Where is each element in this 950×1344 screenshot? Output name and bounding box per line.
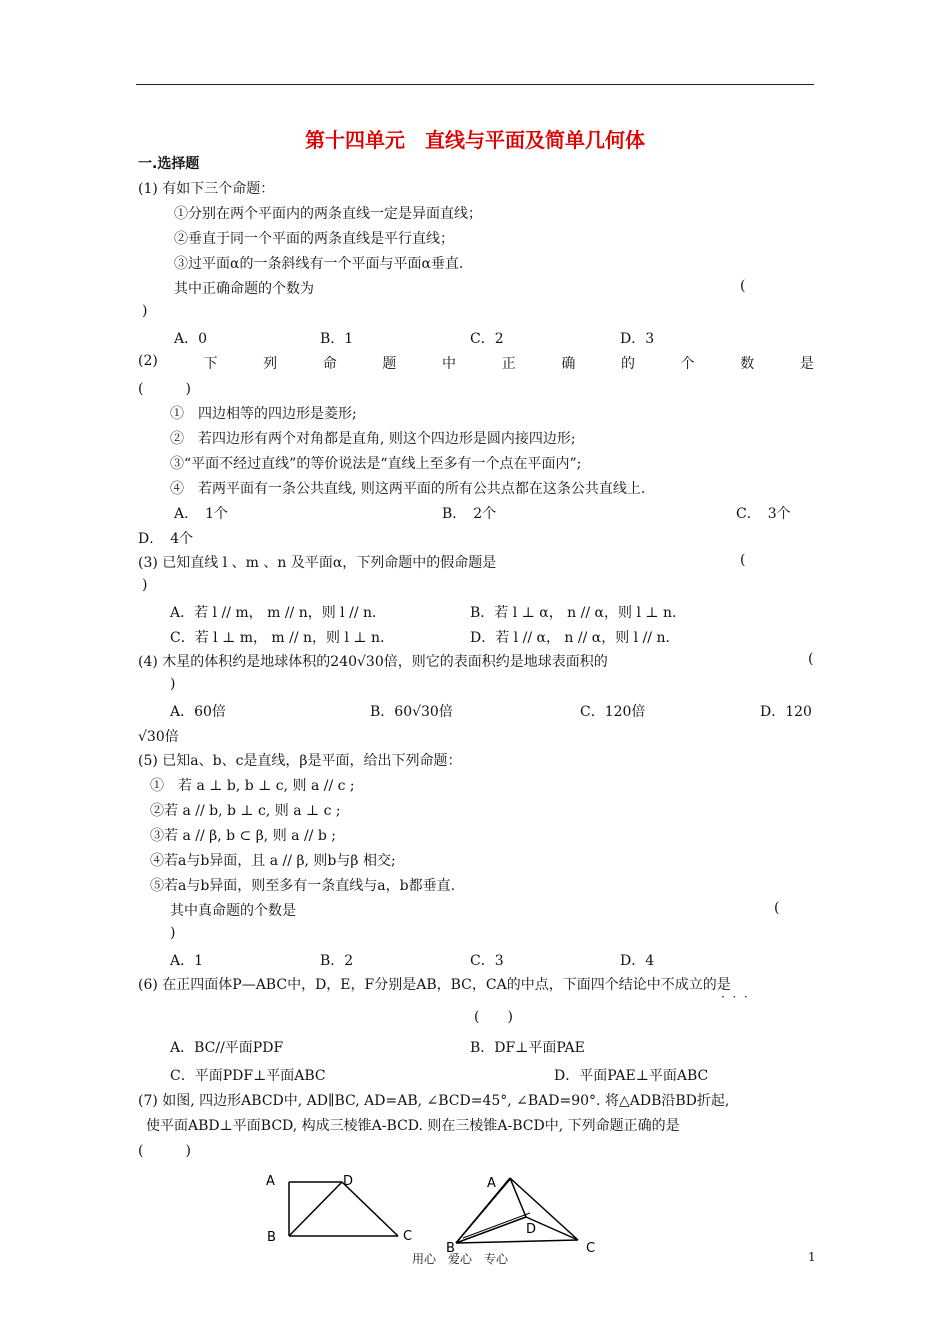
q3-option-a: A．若 l // m， m // n，则 l // n．: [170, 605, 387, 621]
page-number: 1: [808, 1250, 816, 1264]
q2-word: 下: [203, 356, 218, 372]
q2-item-4: ④ 若两平面有一条公共直线, 则这两平面的所有公共点都在这条公共直线上.: [170, 481, 646, 497]
q2-item-1: ① 四边相等的四边形是菱形;: [170, 406, 357, 422]
q1-item-1: ①分别在两个平面内的两条直线一定是异面直线；: [174, 206, 482, 222]
q2-option-d: D． 4个: [138, 531, 194, 547]
q5-option-c: C．3: [470, 953, 504, 969]
q2-word: 中: [442, 356, 457, 372]
q5-item-2: ②若 a // b, b ⊥ c, 则 a ⊥ c ;: [150, 803, 341, 819]
q2-word: 确: [561, 356, 576, 372]
q6-option-a: A．BC//平面PDF: [170, 1040, 284, 1056]
q2-word: (2): [138, 353, 158, 369]
q6-option-c: C．平面PDF⊥平面ABC: [170, 1068, 326, 1084]
emphasis-dots: · · ·: [721, 990, 748, 1004]
q4-option-c: C．120倍: [580, 704, 646, 720]
q6-paren: ( ): [474, 1009, 513, 1025]
q5-item-1: ① 若 a ⊥ b, b ⊥ c, 则 a // c ;: [150, 778, 355, 794]
q5-stem: (5) 已知a、b、c是直线，β是平面，给出下列命题：: [138, 753, 462, 769]
q1-ask: 其中正确命题的个数为: [174, 281, 314, 297]
q5-ask: 其中真命题的个数是: [170, 903, 296, 919]
q2-item-3: ③“平面不经过直线”的等价说法是“直线上至多有一个点在平面内”;: [170, 456, 582, 472]
q7-paren: ( ): [138, 1143, 191, 1159]
q1-item-3: ③过平面α的一条斜线有一个平面与平面α垂直.: [174, 256, 464, 272]
q2-word: 命: [322, 356, 337, 372]
q3-paren-close: ): [142, 577, 148, 593]
q1-option-d: D．3: [620, 331, 655, 347]
q2-option-c: C． 3个: [736, 506, 791, 522]
q4-stem: (4) 木星的体积约是地球体积的240√30倍，则它的表面积约是地球表面积的: [138, 654, 608, 670]
label-a: A: [266, 1174, 275, 1189]
q7-stem-line-2: 使平面ABD⊥平面BCD, 构成三棱锥A-BCD. 则在三棱锥A-BCD中, 下列命题正确的是: [146, 1118, 680, 1134]
q1-item-2: ②垂直于同一个平面的两条直线是平行直线；: [174, 231, 454, 247]
q5-item-4: ④若a与b异面，且 a // β, 则b与β 相交;: [150, 853, 396, 869]
q4-option-b: B．60√30倍: [370, 704, 453, 720]
q7-stem-line-1: (7) 如图, 四边形ABCD中, AD∥BC, AD=AB, ∠BCD=45°, ∠BAD=90°. 将△ADB沿BD折起,: [138, 1093, 730, 1109]
q4-option-a: A．60倍: [170, 704, 226, 720]
q5-item-3: ③若 a // β, b ⊂ β, 则 a // b ;: [150, 828, 336, 844]
q3-option-b: B．若 l ⊥ α， n // α，则 l ⊥ n．: [470, 605, 687, 621]
q4-option-d: D．120: [760, 704, 812, 720]
q6-stem: (6) 在正四面体P—ABC中，D，E，F分别是AB，BC，CA的中点，下面四个结论中不成立的是: [138, 977, 731, 993]
label-c2: C: [586, 1241, 596, 1256]
q1-paren-open: (: [740, 278, 746, 294]
q1-paren-close: ): [142, 303, 148, 319]
q5-item-5: ⑤若a与b异面，则至多有一条直线与a，b都垂直.: [150, 878, 456, 894]
q2-item-2: ② 若四边形有两个对角都是直角, 则这个四边形是圆内接四边形;: [170, 431, 576, 447]
q2-paren: ( ): [138, 381, 191, 397]
q2-word: 是: [799, 356, 814, 372]
label-d: D: [343, 1174, 354, 1189]
q2-option-b: B． 2个: [442, 506, 497, 522]
q2-word: 个: [680, 356, 695, 372]
q5-paren-close: ): [170, 925, 176, 941]
footer-slogan: 用心 爱心 专心: [412, 1252, 509, 1266]
q6-option-b: B．DF⊥平面PAE: [470, 1040, 585, 1056]
label-a2: A: [487, 1176, 496, 1191]
q4-paren-close: ): [170, 676, 176, 692]
q4-option-d-tail: √30倍: [138, 729, 179, 745]
q1-stem: (1) 有如下三个命题：: [138, 181, 275, 197]
label-b2: B: [446, 1241, 455, 1256]
q5-paren-open: (: [774, 900, 780, 916]
q1-option-c: C．2: [470, 331, 504, 347]
q5-option-a: A．1: [170, 953, 204, 969]
q1-option-b: B．1: [320, 331, 354, 347]
label-b: B: [267, 1230, 276, 1245]
q3-stem: (3) 已知直线 l 、m 、n 及平面α，下列命题中的假命题是: [138, 555, 497, 571]
q2-option-a: A． 1个: [174, 506, 229, 522]
q4-paren-open: (: [808, 651, 814, 667]
q2-word: 题: [382, 356, 397, 372]
q5-option-d: D．4: [620, 953, 655, 969]
q2-word: 数: [740, 356, 755, 372]
q2-word: 正: [501, 356, 516, 372]
q6-option-d: D．平面PAE⊥平面ABC: [554, 1068, 709, 1084]
q5-option-b: B．2: [320, 953, 354, 969]
section-heading: 一.选择题: [138, 156, 200, 172]
q1-option-a: A．0: [174, 331, 208, 347]
page-title: 第十四单元 直线与平面及简单几何体: [305, 128, 645, 152]
pyramid-figure: [456, 1178, 578, 1243]
q2-word: 的: [620, 356, 635, 372]
quadrilateral-figure: [289, 1182, 398, 1236]
q3-option-d: D．若 l // α， n // α，则 l // n．: [470, 630, 680, 646]
q3-paren-open: (: [740, 552, 746, 568]
q3-option-c: C．若 l ⊥ m， m // n，则 l ⊥ n．: [170, 630, 395, 646]
label-c: C: [403, 1229, 413, 1244]
q2-word: 列: [263, 356, 278, 372]
label-d2: D: [526, 1222, 537, 1237]
